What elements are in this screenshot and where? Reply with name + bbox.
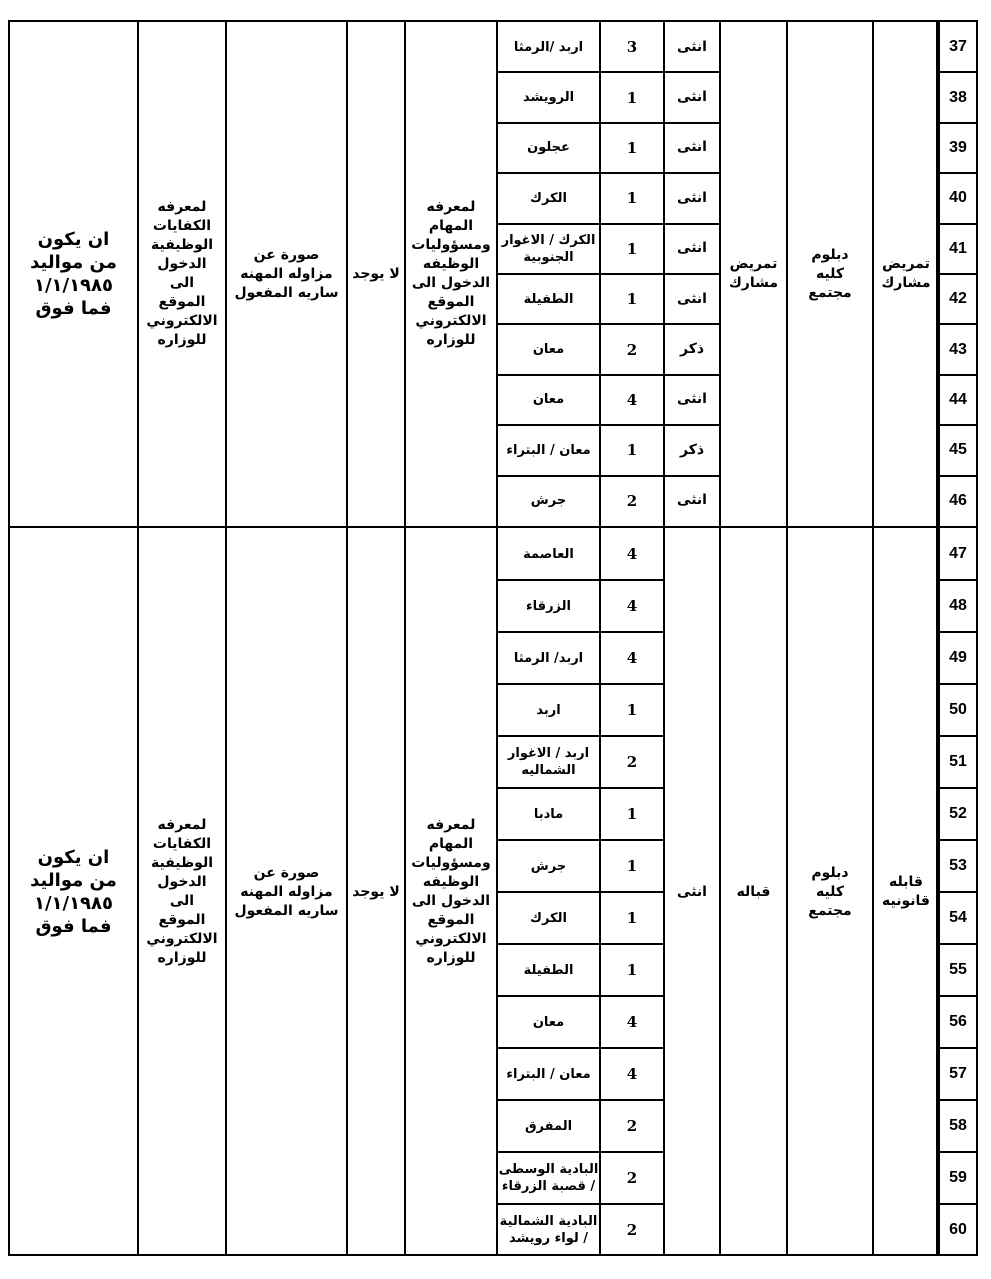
count-cell: 1 [626,290,638,309]
gender-cell: انثى [677,38,707,55]
count-cell: 1 [626,805,638,823]
location-cell: جرش [530,858,567,874]
row-number-cell: 49 [949,649,967,666]
row-number-cell: 55 [949,961,967,978]
row-number-cell: 41 [949,239,967,257]
row-number-cell: 51 [949,753,967,770]
competencies-cell: لمعرفه الكفايات الوظيفية الدخول الى الموقع الالكتروني للوزاره [146,817,218,966]
count-cell: 1 [626,189,638,208]
count-cell: 2 [626,340,638,359]
age-requirement-cell: ان يكون من مواليد ١/١/١٩٨٥ فما فوق [30,229,117,319]
count-cell: 2 [626,1221,638,1239]
count-cell: 1 [626,857,638,875]
location-cell: عجلون [527,140,570,156]
count-cell: 3 [626,38,638,57]
row-number-cell: 40 [949,189,967,207]
qualification-cell: دبلوم كليه مجتمع [808,246,852,301]
gender-cell: انثى [677,89,707,106]
row-number-cell: 53 [949,857,967,874]
documents-cell: صورة عن مزاوله المهنه ساريه المفعول [234,864,339,919]
count-cell: 4 [626,390,638,409]
count-cell: 2 [626,1169,638,1187]
count-cell: 4 [626,545,638,563]
location-cell: البادية الشمالية / لواء رويشد [499,1214,598,1246]
experience-cell: لا يوجد [352,883,400,900]
row-number-cell: 57 [949,1065,967,1082]
location-cell: معان [532,342,565,358]
competencies-cell: لمعرفه الكفايات الوظيفية الدخول الى الموقع الالكتروني للوزاره [146,199,218,348]
count-cell: 4 [626,597,638,615]
count-cell: 2 [626,753,638,771]
location-cell: مادبا [533,806,564,822]
count-cell: 2 [626,1117,638,1135]
gender-cell: انثى [677,240,707,257]
location-cell: جرش [530,493,567,509]
location-cell: الكرك [530,910,567,926]
row-number-cell: 38 [949,88,967,106]
row-number-cell: 39 [949,138,967,156]
gender-cell: ذكر [679,441,705,458]
row-number-cell: 58 [949,1117,967,1134]
row-number-cell: 56 [949,1013,967,1030]
experience-cell: لا يوجد [352,265,400,282]
count-cell: 4 [626,1013,638,1031]
specialty-cell: تمريض مشارك [728,256,779,291]
tasks-cell: لمعرفه المهام ومسؤوليات الوظيفه الدخول الى الموقع الالكتروني للوزاره [411,199,491,348]
row-number-cell: 46 [949,491,967,509]
location-cell: الطفيلة [523,291,574,307]
count-cell: 4 [626,649,638,667]
count-cell: 4 [626,1065,638,1083]
tasks-cell: لمعرفه المهام ومسؤوليات الوظيفه الدخول الى الموقع الالكتروني للوزاره [411,817,491,966]
location-cell: الزرقاء [526,598,571,614]
location-cell: المفرق [524,1118,573,1134]
gender-cell: انثى [677,189,707,206]
location-cell: البادية الوسطى / قصبة الزرقاء [498,1162,599,1194]
location-cell: معان [532,392,565,408]
gender-cell: انثى [677,290,707,307]
row-number-cell: 43 [949,340,967,358]
qualification-cell: دبلوم كليه مجتمع [808,864,852,919]
count-cell: 2 [626,491,638,510]
count-cell: 1 [626,701,638,719]
gender-cell: انثى [677,391,707,408]
count-cell: 1 [626,961,638,979]
location-cell: الطفيلة [523,962,574,978]
location-cell: الكرك [530,190,567,206]
count-cell: 1 [626,88,638,107]
location-cell: اربد /الرمثا [513,39,584,55]
count-cell: 1 [626,441,638,460]
row-number-cell: 47 [949,545,967,562]
row-number-cell: 45 [949,441,967,459]
row-number-cell: 42 [949,290,967,308]
count-cell: 1 [626,909,638,927]
specialty-cell: قباله [736,883,771,900]
row-number-cell: 52 [949,805,967,822]
job-title-cell: تمريض مشارك [881,256,931,291]
location-cell: اربد [536,702,561,718]
row-number-cell: 54 [949,909,967,926]
count-cell: 1 [626,239,638,258]
location-cell: اربد / الاغوار الشماليه [507,746,590,778]
gender-cell: انثى [677,492,707,509]
age-requirement-cell: ان يكون من مواليد ١/١/١٩٨٥ فما فوق [30,847,117,937]
job-title-cell: قابله قانونيه [882,874,930,909]
location-cell: معان [532,1014,565,1030]
location-cell: اربد/ الرمثا [513,650,584,666]
gender-cell: انثى [677,139,707,156]
count-cell: 1 [626,138,638,157]
location-cell: الكرك / الاغوار الجنوبية [501,232,596,265]
row-number-cell: 50 [949,701,967,718]
row-number-cell: 37 [949,38,967,56]
gender-cell: ذكر [679,341,705,358]
location-cell: معان / البتراء [506,442,591,458]
row-number-cell: 59 [949,1169,967,1186]
row-number-cell: 44 [949,390,967,408]
gender-cell: انثى [677,883,707,900]
documents-cell: صورة عن مزاوله المهنه ساريه المفعول [234,246,339,301]
row-number-cell: 48 [949,597,967,614]
location-cell: العاصمة [523,546,574,562]
location-cell: معان / البتراء [506,1066,591,1082]
location-cell: الرويشد [522,90,575,106]
row-number-cell: 60 [949,1221,967,1238]
